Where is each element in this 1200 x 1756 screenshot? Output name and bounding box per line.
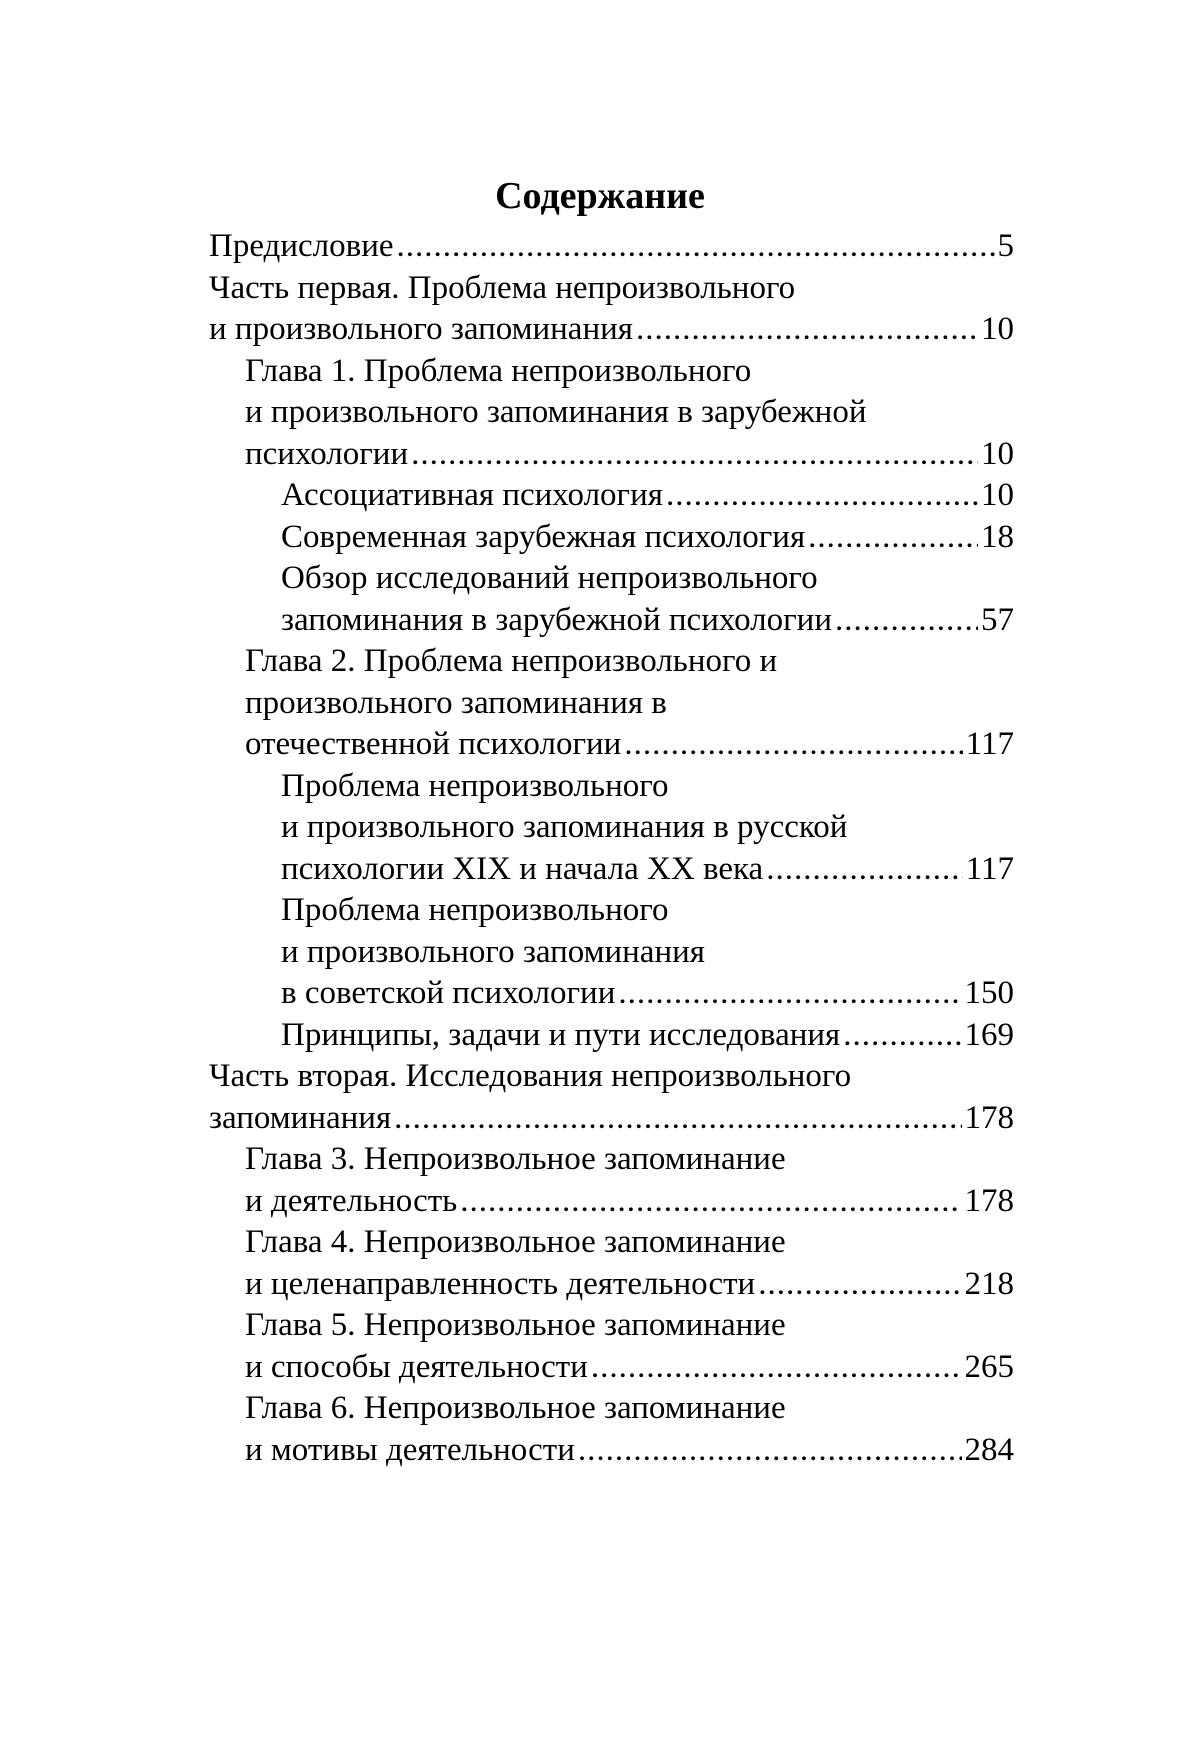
dot-leader: [666, 475, 978, 517]
toc-entry-text: Принципы, задачи и пути исследования: [281, 1015, 840, 1057]
dot-leader: [624, 724, 962, 766]
toc-entry-line: [245, 1347, 1014, 1389]
toc-entry-line: [281, 517, 1014, 559]
toc-page-number: 18: [981, 517, 1014, 559]
toc-entry: [0, 1388, 1200, 1471]
dot-leader: [578, 1430, 962, 1472]
dot-leader: [411, 434, 978, 476]
toc-entry: [0, 1139, 1200, 1222]
toc-entry-text: в советской психологии: [281, 973, 615, 1015]
toc-entry-text: Часть вторая. Исследования непроизвольного: [209, 1056, 1014, 1098]
toc-entry-line: [209, 1098, 1014, 1140]
toc-page-number: 57: [981, 600, 1014, 642]
dot-leader: [591, 1347, 962, 1389]
toc-entry: [0, 558, 1200, 641]
toc-entry: [0, 268, 1200, 351]
toc-entry: [0, 1305, 1200, 1388]
toc-entry-text: Предисловие: [209, 226, 394, 268]
toc-entry-text: психологии: [245, 434, 408, 476]
toc-entry: [0, 351, 1200, 476]
toc-entry-text: и мотивы деятельности: [245, 1430, 575, 1472]
dot-leader: [835, 600, 978, 642]
dot-leader: [618, 973, 961, 1015]
toc-entry: [0, 226, 1200, 268]
toc-entry: [0, 641, 1200, 766]
table-of-contents: [0, 226, 1200, 1471]
dot-leader: [758, 1264, 961, 1306]
dot-leader: [808, 517, 978, 559]
toc-entry-text: и произвольного запоминания: [209, 309, 633, 351]
toc-page-number: 117: [966, 849, 1014, 891]
toc-page-number: 150: [965, 973, 1015, 1015]
toc-page-number: 117: [966, 724, 1014, 766]
toc-entry-line: [281, 1015, 1014, 1057]
toc-entry: [0, 1222, 1200, 1305]
toc-entry-text: Глава 3. Непроизвольное запоминание: [245, 1139, 1014, 1181]
toc-entry-text: Ассоциативная психология: [281, 475, 663, 517]
dot-leader: [766, 849, 963, 891]
dot-leader: [843, 1015, 961, 1057]
toc-entry-line: [281, 600, 1014, 642]
toc-entry-line: [281, 475, 1014, 517]
toc-page-number: 218: [965, 1264, 1015, 1306]
toc-entry-text: запоминания в зарубежной психологии: [281, 600, 832, 642]
dot-leader: [460, 1181, 961, 1223]
toc-page-number: 5: [998, 226, 1015, 268]
toc-entry-line: [281, 973, 1014, 1015]
toc-entry-text: и произвольного запоминания: [281, 932, 1014, 974]
toc-entry: [0, 766, 1200, 891]
toc-entry-text: и произвольного запоминания в зарубежной: [245, 392, 1014, 434]
toc-entry-text: запоминания: [209, 1098, 391, 1140]
toc-entry: [0, 517, 1200, 559]
toc-page-number: 10: [981, 475, 1014, 517]
toc-entry: [0, 1056, 1200, 1139]
toc-entry-text: и произвольного запоминания в русской: [281, 807, 1014, 849]
dot-leader: [397, 226, 995, 268]
toc-entry-text: и способы деятельности: [245, 1347, 588, 1389]
toc-entry: [0, 475, 1200, 517]
toc-entry-text: отечественной психологии: [245, 724, 621, 766]
toc-entry-line: [209, 226, 1014, 268]
dot-leader: [394, 1098, 961, 1140]
toc-entry-text: Проблема непроизвольного: [281, 766, 1014, 808]
toc-entry-text: Глава 6. Непроизвольное запоминание: [245, 1388, 1014, 1430]
page-title: Содержание: [0, 172, 1200, 220]
toc-entry-text: Глава 2. Проблема непроизвольного и: [245, 641, 1014, 683]
toc-entry-text: Современная зарубежная психология: [281, 517, 805, 559]
toc-entry-text: Глава 5. Непроизвольное запоминание: [245, 1305, 1014, 1347]
toc-page-number: 284: [965, 1430, 1015, 1472]
dot-leader: [636, 309, 978, 351]
toc-entry-text: Часть первая. Проблема непроизвольного: [209, 268, 1014, 310]
toc-entry-line: [281, 849, 1014, 891]
toc-entry-line: [209, 309, 1014, 351]
toc-entry: [0, 1015, 1200, 1057]
toc-entry: [0, 890, 1200, 1015]
toc-entry-line: [245, 1181, 1014, 1223]
toc-entry-text: Проблема непроизвольного: [281, 890, 1014, 932]
toc-entry-text: и целенаправленность деятельности: [245, 1264, 755, 1306]
toc-page-number: 265: [965, 1347, 1015, 1389]
toc-entry-line: [245, 1430, 1014, 1472]
toc-entry-line: [245, 1264, 1014, 1306]
toc-page-number: 178: [965, 1181, 1015, 1223]
toc-page-number: 10: [981, 309, 1014, 351]
toc-page-number: 178: [965, 1098, 1015, 1140]
toc-entry-text: Обзор исследований непроизвольного: [281, 558, 1014, 600]
toc-page-number: 169: [965, 1015, 1015, 1057]
toc-entry-text: и деятельность: [245, 1181, 457, 1223]
toc-entry-line: [245, 724, 1014, 766]
toc-entry-text: Глава 1. Проблема непроизвольного: [245, 351, 1014, 393]
toc-entry-text: произвольного запоминания в: [245, 683, 1014, 725]
toc-page-number: 10: [981, 434, 1014, 476]
toc-entry-text: психологии XIX и начала XX века: [281, 849, 763, 891]
toc-entry-text: Глава 4. Непроизвольное запоминание: [245, 1222, 1014, 1264]
toc-entry-line: [245, 434, 1014, 476]
